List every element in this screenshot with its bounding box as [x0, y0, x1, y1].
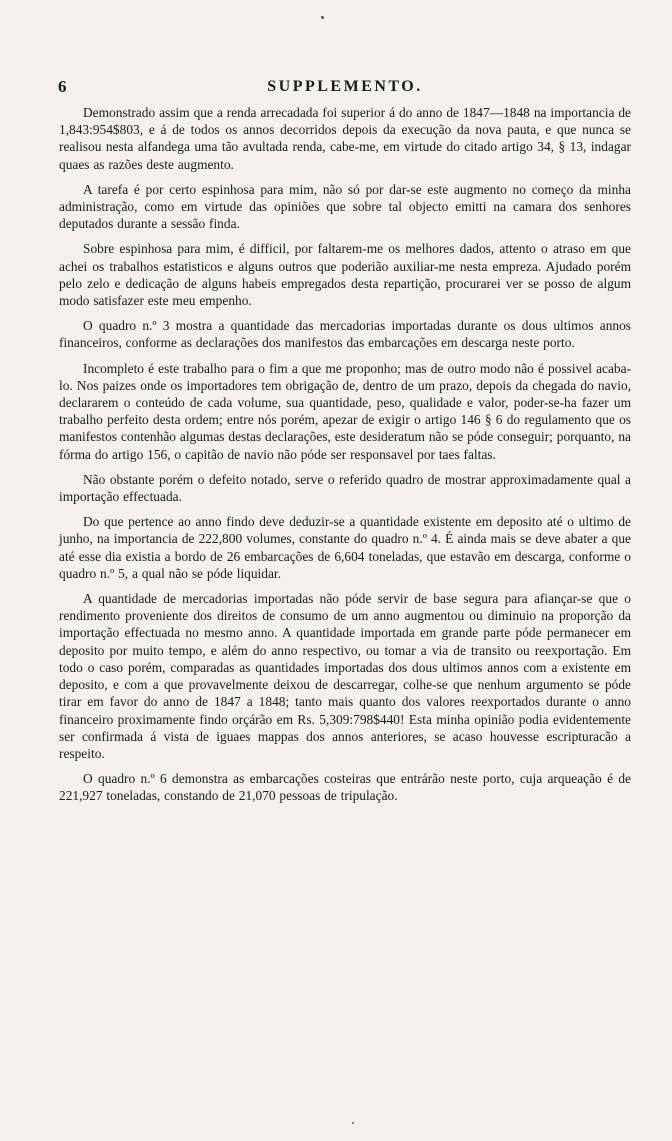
- page-header: [58, 76, 632, 98]
- print-speck: [321, 16, 324, 19]
- paragraph-8: A quantidade de mercadorias importadas não póde servir de base segura para afiançar-se que o rendimento proveniente dos direitos de consumo de um anno augmentou ou diminuio na proporção da importação effectuada no mesmo anno. A quantidade importada em grande parte póde permanecer em deposito por muito tempo, e além do anno respectivo, ou tomar a via de transito ou reexportação. Em todo o caso porém, comparadas as quantidades importadas dos dous ultimos annos com a existente em deposito, e com a que provavelmente deixou de descarregar, colhe-se que nenhum argumento se póde tirar em favor do anno de 1847 a 1848; tanto mais quanto dos valores reexportados durante o anno financeiro proximamente findo orçárão em Rs. 5,309:798$440! Esta minha opinião podia evidentemente ser confirmada á vista de iguaes mappas dos annos anteriores, se acaso houvesse escripturacão a respeito.: [59, 591, 631, 761]
- paragraph-1: Demonstrado assim que a renda arrecadada foi superior á do anno de 1847—1848 na importancia de 1,843:954$803, e á de todos os annos decorridos depois da execução da nova pauta, e que nunca se realisou nesta alfandega uma tão avultada renda, cabe-me, em virtude do citado artigo 34, § 13, indagar quaes as razões deste augmento.: [59, 105, 631, 172]
- print-speck: [352, 1122, 354, 1124]
- running-title: SUPPLEMENTO.: [267, 78, 423, 95]
- paragraph-4: O quadro n.º 3 mostra a quantidade das mercadorias importadas durante os dous ultimos annos financeiros, conforme as declarações dos manifestos das embarcações em descarga neste porto.: [59, 318, 631, 351]
- paragraph-2: A tarefa é por certo espinhosa para mim, não só por dar-se este augmento no começo da minha administração, como em virtude das opiniões que sobre tal objecto emitti na camara dos senhores deputados durante a sessão finda.: [59, 181, 631, 232]
- paragraph-6: Não obstante porém o defeito notado, serve o referido quadro de mostrar approximadamente qual a importação effectuada.: [59, 471, 631, 505]
- paragraph-3: Sobre espinhosa para mim, é difficil, por faltarem-me os melhores dados, attento o atraso em que achei os trabalhos estatisticos e alguns outros que poderião auxiliar-me nesta empreza. Ajudado porém pelo zelo e dedicação de alguns habeis empregados desta repartição, procurarei ver se posso de algum modo satisfazer este meu empenho.: [59, 241, 631, 309]
- paragraph-9: O quadro n.º 6 demonstra as embarcações costeiras que entrárão neste porto, cuja arqueação é de 221,927 toneladas, constando de 21,070 pessoas de tripulação.: [59, 771, 631, 804]
- paragraph-5: Incompleto é este trabalho para o fim a que me proponho; mas de outro modo não é possivel acaba-lo. Nos paizes onde os importadores tem obrigação de, dentro de um prazo, depois da chegada do navio, declararem o conteúdo de cada volume, sua quantidade, peso, qualidade e valor, poder-se-ha fazer um trabalho perfeito desta ordem; entre nós porém, apezar de exigir o artigo 146 § 6 do regulamento que os manifestos contenhão algumas destas declarações, este desideratum não se póde conseguir; porquanto, na fórma do artigo 156, o capitão de navio não póde ser responsavel por taes faltas.: [59, 360, 631, 462]
- page-number: 6: [58, 77, 67, 96]
- paragraph-7: Do que pertence ao anno findo deve deduzir-se a quantidade existente em deposito até o ultimo de junho, na importancia de 222,800 volumes, constante do quadro n.º 4. É ainda mais se deve abater a que até esse dia existia a bordo de 26 embarcações de 6,604 toneladas, que estavão em descarga, conforme o quadro n.º 5, a qual não se póde liquidar.: [59, 514, 631, 581]
- body-text: [59, 104, 631, 805]
